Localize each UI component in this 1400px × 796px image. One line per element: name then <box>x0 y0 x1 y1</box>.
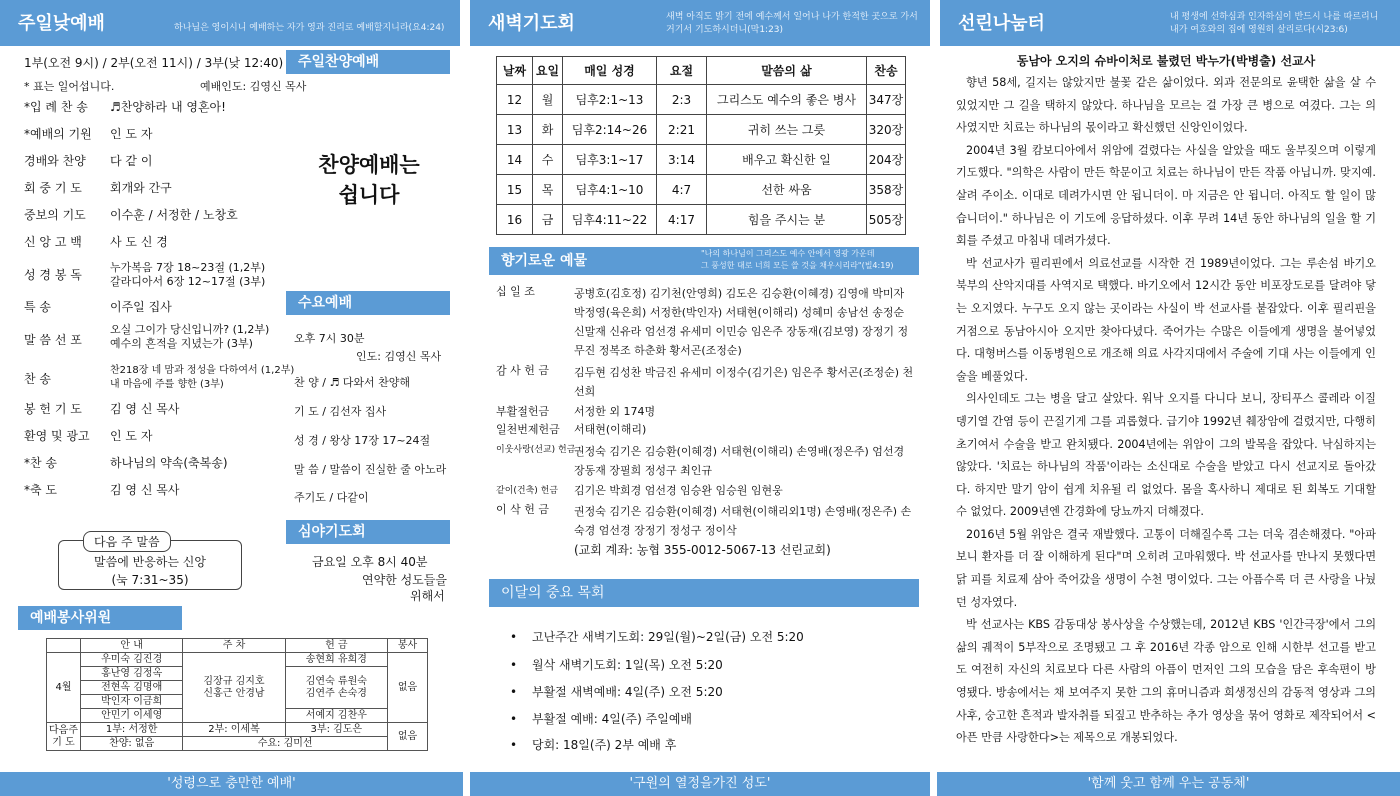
offering-label: 감 사 헌 금 <box>496 364 549 377</box>
verse-cell: 2:21 <box>657 115 707 145</box>
story-title: 동남아 오지의 슈바이처로 불렸던 박누가(박병출) 선교사 <box>1016 54 1316 68</box>
bible-cell: 딤후4:11~22 <box>563 205 657 235</box>
offering-names: 김두현 김성찬 박금진 유세미 이정수(김기은) 임은주 황서곤(조정순) 천선희 <box>574 366 914 398</box>
hymn-cell: 358장 <box>867 175 906 205</box>
guide-cell: 박인자 이금희 <box>81 695 183 709</box>
offering-names: 권정숙 김기은 김승환(이혜경) 서태현(이해리외1명) 손영배(정은주) 손숙경 엄선경 장정기 정성구 정이삭 <box>574 505 912 537</box>
next-prayer-label <box>47 723 81 751</box>
night-prayer-purpose: 연약한 성도들을 <box>362 573 447 587</box>
offering-cell: 서예지 김찬우 <box>285 709 387 723</box>
col-header: 말씀의 삶 <box>707 57 867 85</box>
offering-names: 권정숙 김기은 김승환(이혜경) 서태현(이해리) 손영배(정은주) 엄선경 장동재 장필희 정성구 최인규 <box>574 445 905 477</box>
sharing-verse-line: 내가 여호와의 집에 영원히 살리로다(시23:6) <box>1170 25 1348 35</box>
order-value: ♬찬양하라 내 영혼아! <box>110 100 226 114</box>
dawn-prayer-table <box>496 56 906 235</box>
order-label: 경배와 찬양 <box>24 154 86 168</box>
order-value: 하나님의 약속(축복송) <box>110 456 228 470</box>
offering-names: 김기은 박희경 엄선경 임승완 임승원 임현웅 <box>574 484 783 497</box>
date-cell: 12 <box>497 85 533 115</box>
news-item-text: 고난주간 새벽기도회: 29일(월)~2일(금) 오전 5:20 <box>532 630 804 644</box>
date-cell: 13 <box>497 115 533 145</box>
next-prayer-label-line: 다음주 <box>49 724 78 736</box>
story-paragraph: 박 선교사가 필리핀에서 의료선교를 시작한 건 1989년이었다. 그는 루손섬 바기오 북부의 산악지대를 사역지로 택했다. 바기오에서 12시간 동안 비포장도로를 달려야 닿는 오지였다. 누구도 오지 않는 곳이라는 사실이 박 선교사를 붙잡았다. 이후 필리핀을 거점으로 동남아시아 오지만 찾아다녔다. 죽어가는 수많은 이들에게 생명을 불어넣었다. 대형버스를 이동병원으로 개조해 의료 사각지대에서 주술에 기대 사는 이들에게 인술을 베풀었다. <box>956 256 1376 383</box>
parking-cell <box>183 653 285 723</box>
worship-leader: 예배인도: 김영신 목사 <box>200 80 307 93</box>
order-value <box>110 323 300 351</box>
wed-next-cell: 수요: 김미선 <box>183 737 388 751</box>
story-paragraph: 박 선교사는 KBS 감동대상 봉사상을 수상했는데, 2012년 KBS '인간극장'에서 그의 삶의 궤적이 5부작으로 조명됐고 그 후 2016년 각종 암으로 인해 시한부 선고를 받고도 여전히 자신의 치료보다 다른 사람의 아픔이 먼저인 그의 모습을 담은 후속편이 방영됐다. 방송에서는 채 보여주지 못한 그의 휴머니즘과 희생정신의 감동적 영상과 그의 사후, 숭고한 흔적과 발자취를 되짚고 반추하는 추가 영상을 묶어 영화로 제작되어서 <아픈 만큼 사랑한다>는 제목으로 개봉되었다. <box>956 618 1376 745</box>
prayer-cell: 2부: 이세복 <box>183 723 285 737</box>
offering-names: 서정한 외 174명 <box>574 405 656 418</box>
news-item-text: 당회: 18일(주) 2부 예배 후 <box>532 738 677 752</box>
order-value-line: 내 마음에 주를 향한 (3부) <box>110 379 224 390</box>
news-item-text: 부활절 새벽예배: 4일(주) 오전 5:20 <box>532 685 723 699</box>
order-label: 성 경 봉 독 <box>24 268 82 282</box>
worship-header-title: 주일낮예배 <box>18 13 105 34</box>
guide-cell: 전현옥 김명애 <box>81 681 183 695</box>
footer-motto-1: '성령으로 충만한 예배' <box>0 772 463 796</box>
life-cell: 선한 싸움 <box>707 175 867 205</box>
service-cell: 없음 <box>388 653 428 723</box>
col-header: 안 내 <box>81 639 183 653</box>
verse-cell: 4:7 <box>657 175 707 205</box>
bible-cell: 딤후4:1~10 <box>563 175 657 205</box>
order-label: 말 씀 선 포 <box>24 333 82 347</box>
service-times: 1부(오전 9시) / 2부(오전 11시) / 3부(낮 12:40) <box>24 56 284 70</box>
night-prayer-header: 심야기도회 <box>286 520 450 544</box>
bible-cell: 딤후2:1~13 <box>563 85 657 115</box>
offering-label: 이웃사랑(선교) 헌금 <box>496 445 576 455</box>
table-row <box>497 175 906 205</box>
next-week-title: 다음 주 말씀 <box>83 531 171 552</box>
committee-table <box>46 638 428 751</box>
order-label: 찬 송 <box>24 372 51 386</box>
guide-cell: 안민기 이세영 <box>81 709 183 723</box>
table-row <box>497 85 906 115</box>
order-value-line: 예수의 흔적을 지녔는가 (3부) <box>110 337 253 350</box>
order-label: 환영 및 광고 <box>24 429 90 443</box>
life-cell: 힘을 주시는 분 <box>707 205 867 235</box>
next-week-sermon-title: 말씀에 반응하는 신앙 <box>94 555 206 569</box>
col-header: 매일 성경 <box>563 57 657 85</box>
bible-cell: 딤후2:14~26 <box>563 115 657 145</box>
order-label: *예배의 기원 <box>24 127 92 141</box>
table-row <box>497 115 906 145</box>
offering-label: 이 삭 헌 금 <box>496 503 549 516</box>
order-value-line: 누가복음 7장 18~23절 (1,2부) <box>110 261 266 274</box>
praise-cancel-note <box>288 150 450 210</box>
table-row <box>497 145 906 175</box>
order-value-line: 오실 그이가 당신입니까? (1,2부) <box>110 323 270 336</box>
order-value <box>110 261 300 289</box>
night-prayer-purpose: 위해서 <box>410 589 445 603</box>
hymn-cell: 505장 <box>867 205 906 235</box>
list-item <box>510 683 723 700</box>
order-value: 회개와 간구 <box>110 181 172 195</box>
sharing-header-bar <box>940 0 1400 46</box>
story-body <box>956 72 1376 750</box>
order-label: 신 앙 고 백 <box>24 235 82 249</box>
verse-cell: 4:17 <box>657 205 707 235</box>
dawn-prayer-verse-line: 거기서 기도하시더니(막1:23) <box>666 25 784 35</box>
bible-cell: 딤후3:1~17 <box>563 145 657 175</box>
col-header: 날짜 <box>497 57 533 85</box>
hymn-cell: 320장 <box>867 115 906 145</box>
church-account-text: (교회 계좌: 농협 355-0012-5067-13 선린교회) <box>574 543 831 557</box>
guide-cell: 우미숙 김진경 <box>81 653 183 667</box>
parking-name: 신홍근 안경남 <box>203 687 265 699</box>
table-row <box>497 205 906 235</box>
col-header: 요일 <box>533 57 563 85</box>
offering-name: 김연숙 류원숙 <box>305 675 367 687</box>
order-value-line: 찬218장 네 맘과 정성을 다하여서 (1,2부) <box>110 365 295 376</box>
order-label: *찬 송 <box>24 456 57 470</box>
list-item <box>510 736 676 753</box>
stand-notice: * 표는 일어섭니다. <box>24 80 115 93</box>
wednesday-worship-header: 수요예배 <box>286 291 450 315</box>
life-cell: 그리스도 예수의 좋은 병사 <box>707 85 867 115</box>
order-label: *축 도 <box>24 483 57 497</box>
order-value: 이주일 집사 <box>110 300 172 314</box>
list-item <box>510 656 723 673</box>
order-value: 사 도 신 경 <box>110 235 168 249</box>
footer-motto-2: '구원의 열정을가진 성도' <box>470 772 930 796</box>
parking-name: 김장규 김지호 <box>203 675 265 687</box>
wednesday-item: 기 도 / 김선자 집사 <box>294 405 387 418</box>
wednesday-item: 주기도 / 다같이 <box>294 491 369 504</box>
service-cell: 없음 <box>388 723 428 751</box>
story-paragraph: 의사인데도 그는 병을 달고 살았다. 워낙 오지를 다니다 보니, 장티푸스 콜레라 이질 뎅기열 간염 등이 끈질기게 그를 괴롭혔다. 급기야 1992년 췌장암에 걸렸지만, 다행히 초기여서 수술을 받고 완치됐다. 2004년에는 위암이 그의 발목을 잡았다. 낙심하지는 않았다. '치료는 하나님의 작품'이라는 소신대로 수술을 받았고 다시 선교지로 돌아갔다. 하지만 말기 암이 쉽게 치유될 리 없었다. 몸을 혹사하니 제대로 된 회복도 기대할 수 없었다. 2009년엔 간경화에 당뇨까지 더해졌다. <box>956 392 1376 519</box>
dawn-prayer-header-title: 새벽기도회 <box>488 13 575 34</box>
worship-header-verse: 하나님은 영이시니 예배하는 자가 영과 진리로 예배할지니라(요4:24) <box>174 23 445 33</box>
verse-cell: 3:14 <box>657 145 707 175</box>
offering-label: 부활절헌금 <box>496 405 550 418</box>
next-week-sermon-box <box>58 535 242 590</box>
next-week-sermon-ref: (눅 7:31~35) <box>111 573 189 587</box>
offering-names: 서태현(이해리) <box>574 423 647 436</box>
offering-header-bar <box>489 247 919 275</box>
dawn-prayer-header-bar <box>470 0 930 46</box>
wednesday-time: 오후 7시 30분 <box>294 332 365 345</box>
month-cell: 4월 <box>47 653 81 723</box>
order-label: 회 중 기 도 <box>24 181 82 195</box>
offering-names: 공병호(김호정) 김기천(안영희) 김도은 김승환(이혜경) 김영애 박미자 박정영(육은희) 서정한(박인자) 서태현(이해리) 성혜미 송남선 송정순 신말재 신유라 엄선경 유세미 이민승 임은주 장동재(김보영) 장정기 정무진 정복조 하춘화 황서곤(조정순) <box>574 287 909 357</box>
wednesday-leader: 인도: 김영신 목사 <box>356 350 442 363</box>
order-label: 특 송 <box>24 300 51 314</box>
order-value: 인 도 자 <box>110 429 153 443</box>
offering-label: 일천번제헌금 <box>496 423 560 436</box>
praise-worship-header: 주일찬양예배 <box>286 50 450 74</box>
sharing-verse-line: 내 평생에 선하심과 인자하심이 반드시 나를 따르리니 <box>1170 12 1379 22</box>
col-header: 찬송 <box>867 57 906 85</box>
order-value <box>110 364 300 392</box>
day-cell: 화 <box>533 115 563 145</box>
order-value: 인 도 자 <box>110 127 153 141</box>
offering-label: 같이(건축) 헌금 <box>496 486 559 496</box>
offering-cell: 송현희 유희경 <box>285 653 387 667</box>
bullet-icon: • <box>510 738 518 752</box>
order-value: 다 같 이 <box>110 154 153 168</box>
praise-note-line: 찬양예배는 <box>318 153 420 177</box>
col-header <box>47 639 81 653</box>
monthly-news-header: 이달의 중요 목회 <box>489 579 919 607</box>
order-value: 김 영 신 목사 <box>110 483 180 497</box>
order-label: 봉 헌 기 도 <box>24 402 82 416</box>
story-paragraph: 2016년 5월 위암은 결국 재발했다. 고통이 더해질수록 그는 더욱 겸손해졌다. "아파 보니 환자를 더 잘 이해하게 된다"며 오히려 고마워했다. 박 선교사를 만나지 못했다면 닭 피를 치료제 삼아 죽어갔을 생명이 수천 명이었다. 그는 아픔수록 더 큰 사랑을 나눴던 성자였다. <box>956 527 1376 609</box>
story-paragraph: 향년 58세, 길지는 않았지만 불꽃 같은 삶이었다. 외과 전문의로 윤택한 삶을 살 수 있었지만 그 길을 택하지 않았다. 하나님을 모르는 걸 가장 큰 병으로 여겼다. 그는 의사였지만 치료는 하나님의 몫이라고 확신했던 신앙인이었다. <box>956 76 1376 135</box>
news-item-text: 부활절 예배: 4일(주) 주일예배 <box>532 712 692 726</box>
order-label: 중보의 기도 <box>24 208 86 222</box>
day-cell: 금 <box>533 205 563 235</box>
night-prayer-time: 금요일 오후 8시 40분 <box>312 555 428 569</box>
next-prayer-label-line: 기 도 <box>52 736 75 748</box>
dawn-prayer-verse-line: 새벽 아직도 밝기 전에 예수께서 일어나 나가 한적한 곳으로 가서 <box>666 12 918 22</box>
day-cell: 목 <box>533 175 563 205</box>
day-cell: 월 <box>533 85 563 115</box>
news-item-text: 월삭 새벽기도회: 1일(목) 오전 5:20 <box>532 658 723 672</box>
life-cell: 귀히 쓰는 그릇 <box>707 115 867 145</box>
date-cell: 14 <box>497 145 533 175</box>
offering-verse-line: "나의 하나님이 그리스도 예수 안에서 영광 가운데 <box>701 249 875 258</box>
order-value: 이수훈 / 서정한 / 노창호 <box>110 208 238 222</box>
date-cell: 15 <box>497 175 533 205</box>
wednesday-item: 말 씀 / 말씀이 진실한 줄 아노라 <box>294 463 447 476</box>
life-cell: 배우고 확신한 일 <box>707 145 867 175</box>
guide-cell: 홍난영 김정옥 <box>81 667 183 681</box>
offering-cell <box>285 667 387 709</box>
col-header: 요절 <box>657 57 707 85</box>
bullet-icon: • <box>510 658 518 672</box>
story-paragraph: 2004년 3월 캄보디아에서 위암에 걸렸다는 사실을 알았을 때도 울부짖으며 이렇게 기도했다. "의학은 사람이 만든 학문이고 치료는 하나님이 만든 작품 아닙니까. 맞지예. 살려 주이소. 이대로 데려가시면 안 됩니더이. 마 지금은 안 됩니더. 아직도 할 일이 많습니더이." 하나님은 이 기도에 응답하셨다. 이후 무려 14년 동안 하나님의 일을 할 기회를 주셨고 마침내 데려가셨다. <box>956 143 1376 248</box>
order-label: *입 례 찬 송 <box>24 100 88 114</box>
offering-verse-line: 그 풍성한 대로 너희 모든 쓸 것을 채우시리라"(빌4:19) <box>701 261 894 270</box>
prayer-cell: 3부: 김도은 <box>285 723 387 737</box>
hymn-cell: 204장 <box>867 145 906 175</box>
bullet-icon: • <box>510 630 518 644</box>
col-header: 주 차 <box>183 639 285 653</box>
praise-next-cell: 찬양: 없음 <box>81 737 183 751</box>
worship-header-bar <box>0 0 460 46</box>
col-header: 봉사 <box>388 639 428 653</box>
col-header: 헌 금 <box>285 639 387 653</box>
list-item <box>510 628 804 645</box>
dawn-table-header <box>497 57 906 85</box>
wednesday-item: 찬 양 / ♬ 다와서 찬양해 <box>294 376 411 389</box>
committee-header: 예배봉사위원 <box>18 606 182 630</box>
footer-motto-3: '함께 웃고 함께 우는 공동체' <box>937 772 1400 796</box>
order-value-line: 갈라디아서 6장 12~17절 (3부) <box>110 275 266 288</box>
day-cell: 수 <box>533 145 563 175</box>
verse-cell: 2:3 <box>657 85 707 115</box>
date-cell: 16 <box>497 205 533 235</box>
prayer-cell: 1부: 서정한 <box>81 723 183 737</box>
hymn-cell: 347장 <box>867 85 906 115</box>
order-value: 김 영 신 목사 <box>110 402 180 416</box>
offering-label: 십 일 조 <box>496 285 535 298</box>
bullet-icon: • <box>510 685 518 699</box>
wednesday-item: 성 경 / 왕상 17장 17~24절 <box>294 434 431 447</box>
offering-header-title: 향기로운 예물 <box>501 253 588 269</box>
sharing-header-title: 선린나눔터 <box>958 13 1045 34</box>
offering-name: 김연주 손숙경 <box>305 687 367 699</box>
list-item <box>510 710 692 727</box>
bullet-icon: • <box>510 712 518 726</box>
praise-note-line: 쉽니다 <box>338 183 400 207</box>
